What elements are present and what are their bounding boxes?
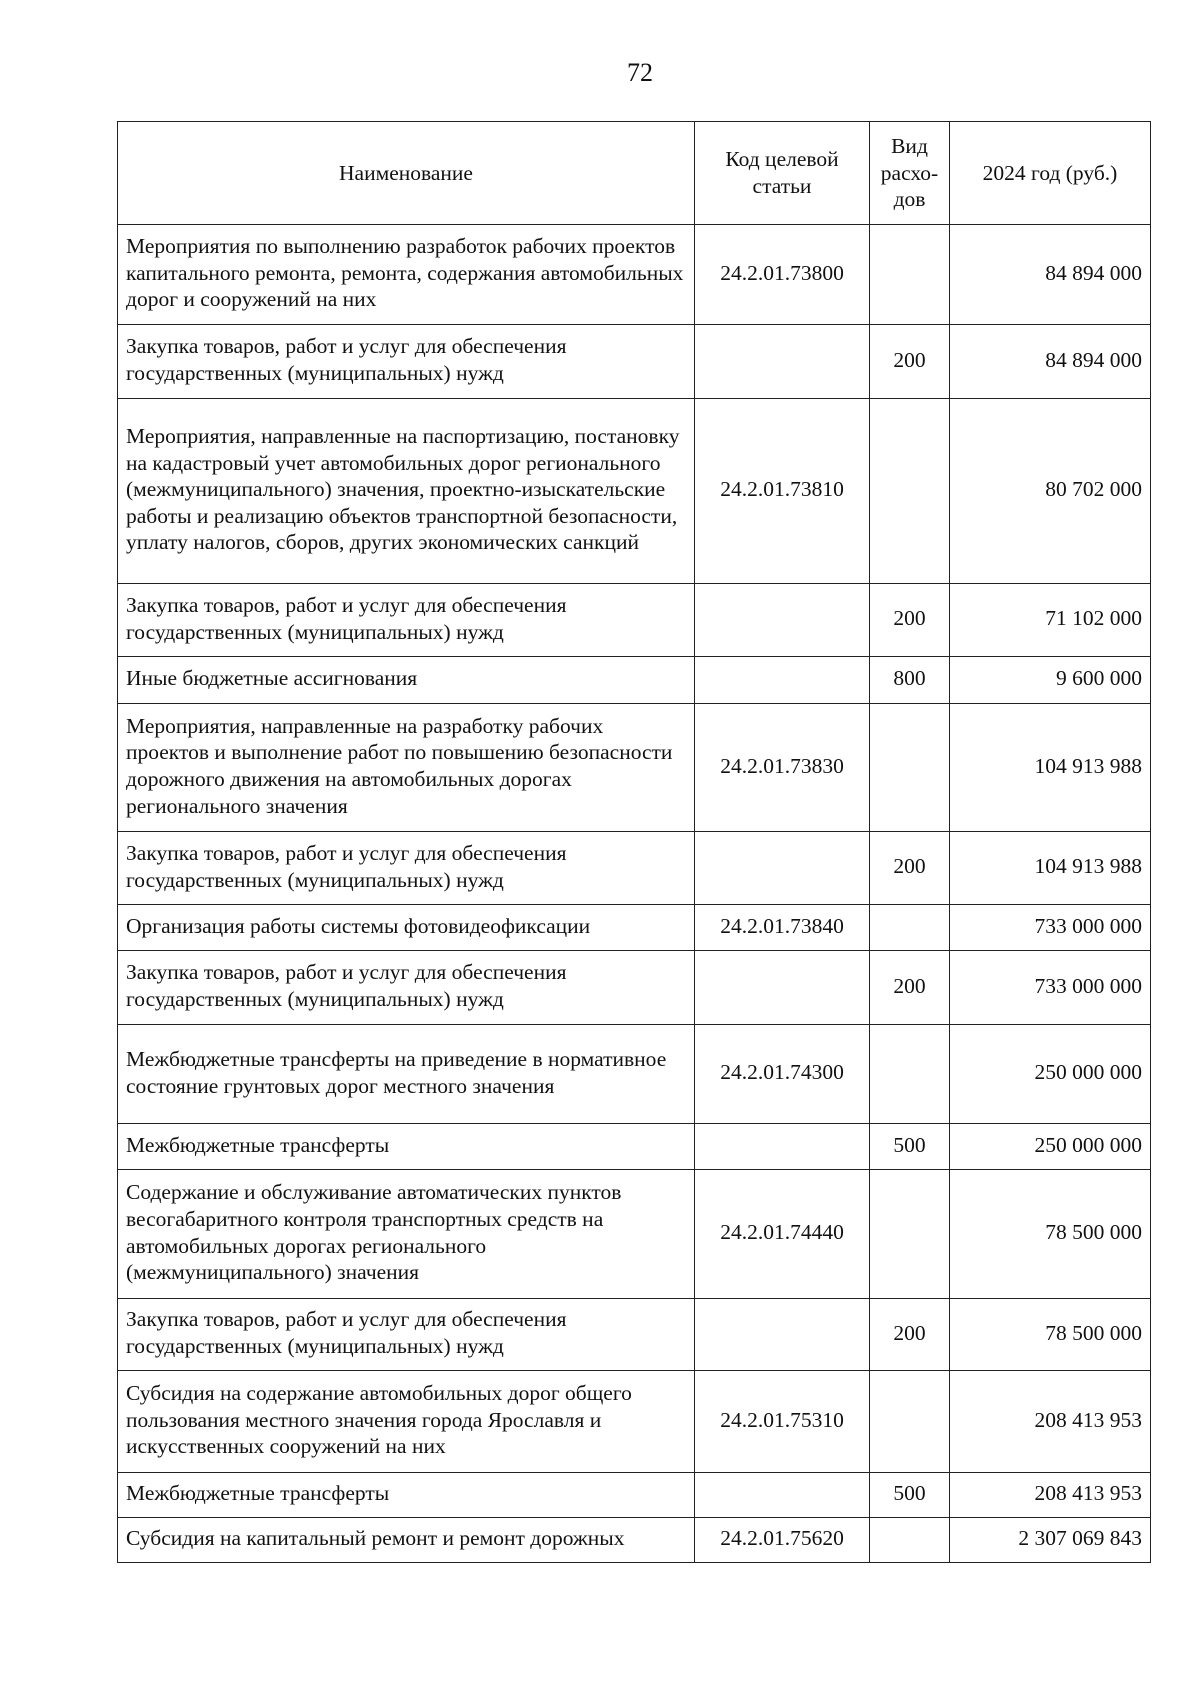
row-name: Закупка товаров, работ и услуг для обеспечения государственных (муниципальных) нужд bbox=[118, 951, 695, 1025]
row-code bbox=[695, 951, 870, 1025]
header-kind: Вид расхо-дов bbox=[870, 122, 950, 225]
row-kind: 200 bbox=[870, 1299, 950, 1371]
table-row bbox=[118, 325, 1151, 399]
row-code: 24.2.01.75310 bbox=[695, 1371, 870, 1473]
row-name: Закупка товаров, работ и услуг для обеспечения государственных (муниципальных) нужд bbox=[118, 584, 695, 657]
table-row bbox=[118, 1025, 1151, 1124]
row-sum: 84 894 000 bbox=[950, 225, 1151, 325]
row-code bbox=[695, 1124, 870, 1170]
row-sum: 78 500 000 bbox=[950, 1299, 1151, 1371]
row-kind: 200 bbox=[870, 584, 950, 657]
row-sum: 78 500 000 bbox=[950, 1170, 1151, 1299]
row-sum: 208 413 953 bbox=[950, 1371, 1151, 1473]
row-code bbox=[695, 584, 870, 657]
table-row bbox=[118, 399, 1151, 584]
row-sum: 9 600 000 bbox=[950, 657, 1151, 704]
table-row bbox=[118, 657, 1151, 704]
row-name: Иные бюджетные ассигнования bbox=[118, 657, 695, 704]
row-code: 24.2.01.73800 bbox=[695, 225, 870, 325]
row-name: Содержание и обслуживание автоматических пунктов весогабаритного контроля транспортных средств на автомобильных дорогах регионального (межмуниципального) значения bbox=[118, 1170, 695, 1299]
row-name: Межбюджетные трансферты bbox=[118, 1124, 695, 1170]
table-row bbox=[118, 1124, 1151, 1170]
table-row bbox=[118, 225, 1151, 325]
table-header-row bbox=[118, 122, 1151, 225]
row-name: Мероприятия, направленные на паспортизацию, постановку на кадастровый учет автомобильных дорог регионального (межмуниципального) значения, проектно-изыскательские работы и реализацию объектов транспортной безопасности, уплату налогов, сборов, других экономических санкций bbox=[118, 399, 695, 584]
row-name: Закупка товаров, работ и услуг для обеспечения государственных (муниципальных) нужд bbox=[118, 325, 695, 399]
row-kind: 500 bbox=[870, 1124, 950, 1170]
budget-table bbox=[117, 121, 1151, 1563]
row-sum: 104 913 988 bbox=[950, 832, 1151, 905]
row-code bbox=[695, 657, 870, 704]
row-name: Закупка товаров, работ и услуг для обеспечения государственных (муниципальных) нужд bbox=[118, 832, 695, 905]
table-row bbox=[118, 832, 1151, 905]
table-row bbox=[118, 584, 1151, 657]
row-kind: 200 bbox=[870, 951, 950, 1025]
table-row bbox=[118, 1371, 1151, 1473]
row-code: 24.2.01.75620 bbox=[695, 1518, 870, 1563]
row-code bbox=[695, 1299, 870, 1371]
row-sum: 250 000 000 bbox=[950, 1025, 1151, 1124]
row-kind bbox=[870, 1518, 950, 1563]
row-kind: 200 bbox=[870, 832, 950, 905]
page-number: 72 bbox=[627, 58, 653, 87]
row-kind bbox=[870, 1371, 950, 1473]
row-code: 24.2.01.73830 bbox=[695, 704, 870, 832]
row-name: Мероприятия, направленные на разработку рабочих проектов и выполнение работ по повышению безопасности дорожного движения на автомобильных дорогах регионального значения bbox=[118, 704, 695, 832]
table-row bbox=[118, 1299, 1151, 1371]
row-code: 24.2.01.74440 bbox=[695, 1170, 870, 1299]
row-kind bbox=[870, 399, 950, 584]
row-name: Субсидия на содержание автомобильных дорог общего пользования местного значения города Ярославля и искусственных сооружений на них bbox=[118, 1371, 695, 1473]
row-code bbox=[695, 832, 870, 905]
header-code: Код целевой статьи bbox=[695, 122, 870, 225]
row-sum: 2 307 069 843 bbox=[950, 1518, 1151, 1563]
header-year: 2024 год (руб.) bbox=[950, 122, 1151, 225]
row-name: Закупка товаров, работ и услуг для обеспечения государственных (муниципальных) нужд bbox=[118, 1299, 695, 1371]
row-sum: 84 894 000 bbox=[950, 325, 1151, 399]
row-code: 24.2.01.74300 bbox=[695, 1025, 870, 1124]
table-row bbox=[118, 704, 1151, 832]
row-code: 24.2.01.73810 bbox=[695, 399, 870, 584]
row-name: Мероприятия по выполнению разработок рабочих проектов капитального ремонта, ремонта, содержания автомобильных дорог и сооружений на них bbox=[118, 225, 695, 325]
row-kind bbox=[870, 905, 950, 951]
row-kind bbox=[870, 1170, 950, 1299]
row-sum: 80 702 000 bbox=[950, 399, 1151, 584]
row-name: Организация работы системы фотовидеофиксации bbox=[118, 905, 695, 951]
table-row bbox=[118, 1473, 1151, 1518]
row-code bbox=[695, 1473, 870, 1518]
row-sum: 208 413 953 bbox=[950, 1473, 1151, 1518]
row-code bbox=[695, 325, 870, 399]
row-name: Межбюджетные трансферты на приведение в нормативное состояние грунтовых дорог местного значения bbox=[118, 1025, 695, 1124]
row-name: Субсидия на капитальный ремонт и ремонт дорожных bbox=[118, 1518, 695, 1563]
row-kind: 800 bbox=[870, 657, 950, 704]
row-sum: 733 000 000 bbox=[950, 905, 1151, 951]
row-name: Межбюджетные трансферты bbox=[118, 1473, 695, 1518]
table-row bbox=[118, 1170, 1151, 1299]
table-row bbox=[118, 951, 1151, 1025]
row-code: 24.2.01.73840 bbox=[695, 905, 870, 951]
row-sum: 71 102 000 bbox=[950, 584, 1151, 657]
row-sum: 104 913 988 bbox=[950, 704, 1151, 832]
header-name: Наименование bbox=[118, 122, 695, 225]
table-row bbox=[118, 1518, 1151, 1563]
row-kind bbox=[870, 704, 950, 832]
row-sum: 250 000 000 bbox=[950, 1124, 1151, 1170]
row-kind: 500 bbox=[870, 1473, 950, 1518]
row-kind: 200 bbox=[870, 325, 950, 399]
row-sum: 733 000 000 bbox=[950, 951, 1151, 1025]
row-kind bbox=[870, 1025, 950, 1124]
table-row bbox=[118, 905, 1151, 951]
row-kind bbox=[870, 225, 950, 325]
